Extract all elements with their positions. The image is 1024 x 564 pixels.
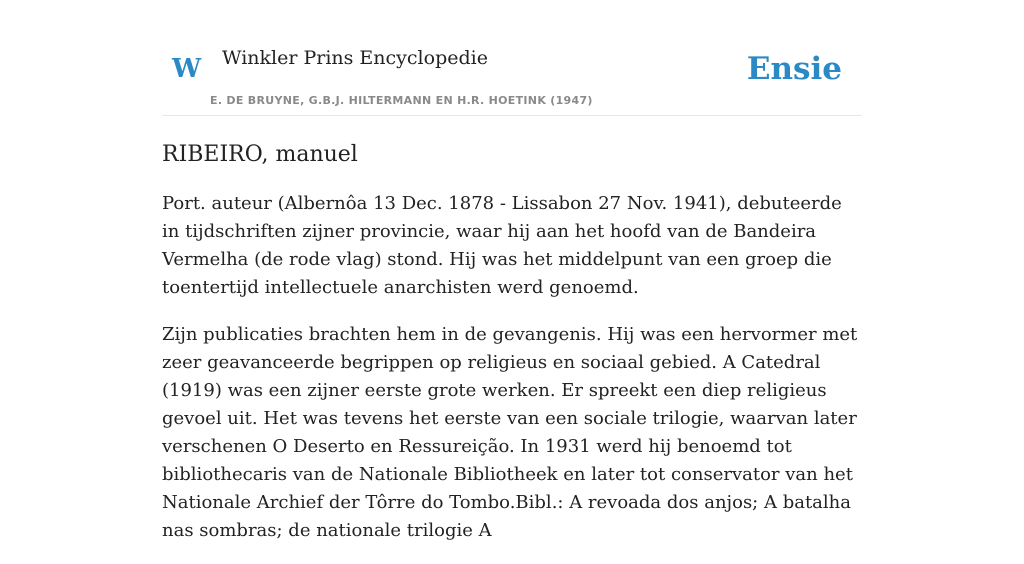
brand-logo[interactable]: Ensie [746,51,842,87]
source-logo-icon[interactable]: W [172,54,202,84]
source-authors: E. DE BRUYNE, G.B.J. HILTERMANN EN H.R. HOETINK (1947) [210,94,593,107]
article-paragraph: Zijn publicaties brachten hem in de gevangenis. Hij was een hervormer met zeer geavanceerde begrippen op religieus en sociaal gebied. A Catedral (1919) was een zijner eerste grote werken. Er spreekt een diep religieus gevoel uit. Het was tevens het eerste van een sociale trilogie, waarvan later verschenen O Deserto en Ressureição. In 1931 werd hij benoemd tot bibliothecaris van de Nationale Bibliotheek en later tot conservator van het Nationale Archief der Tôrre do Tombo.Bibl.: A revoada dos anjos; A batalha nas sombras; de nationale trilogie A [162,324,858,541]
article-headword: RIBEIRO, manuel [162,142,358,167]
source-header [162,40,862,116]
article-body [162,140,862,564]
article-paragraph: Port. auteur (Albernôa 13 Dec. 1878 - Lissabon 27 Nov. 1941), debuteerde in tijdschriften zijner provincie, waar hij aan het hoofd van de Bandeira Vermelha (de rode vlag) stond. Hij was het middelpunt van een groep die toentertijd intellectuele anarchisten werd genoemd. [162,193,842,298]
source-title-link[interactable]: Winkler Prins Encyclopedie [222,47,488,69]
